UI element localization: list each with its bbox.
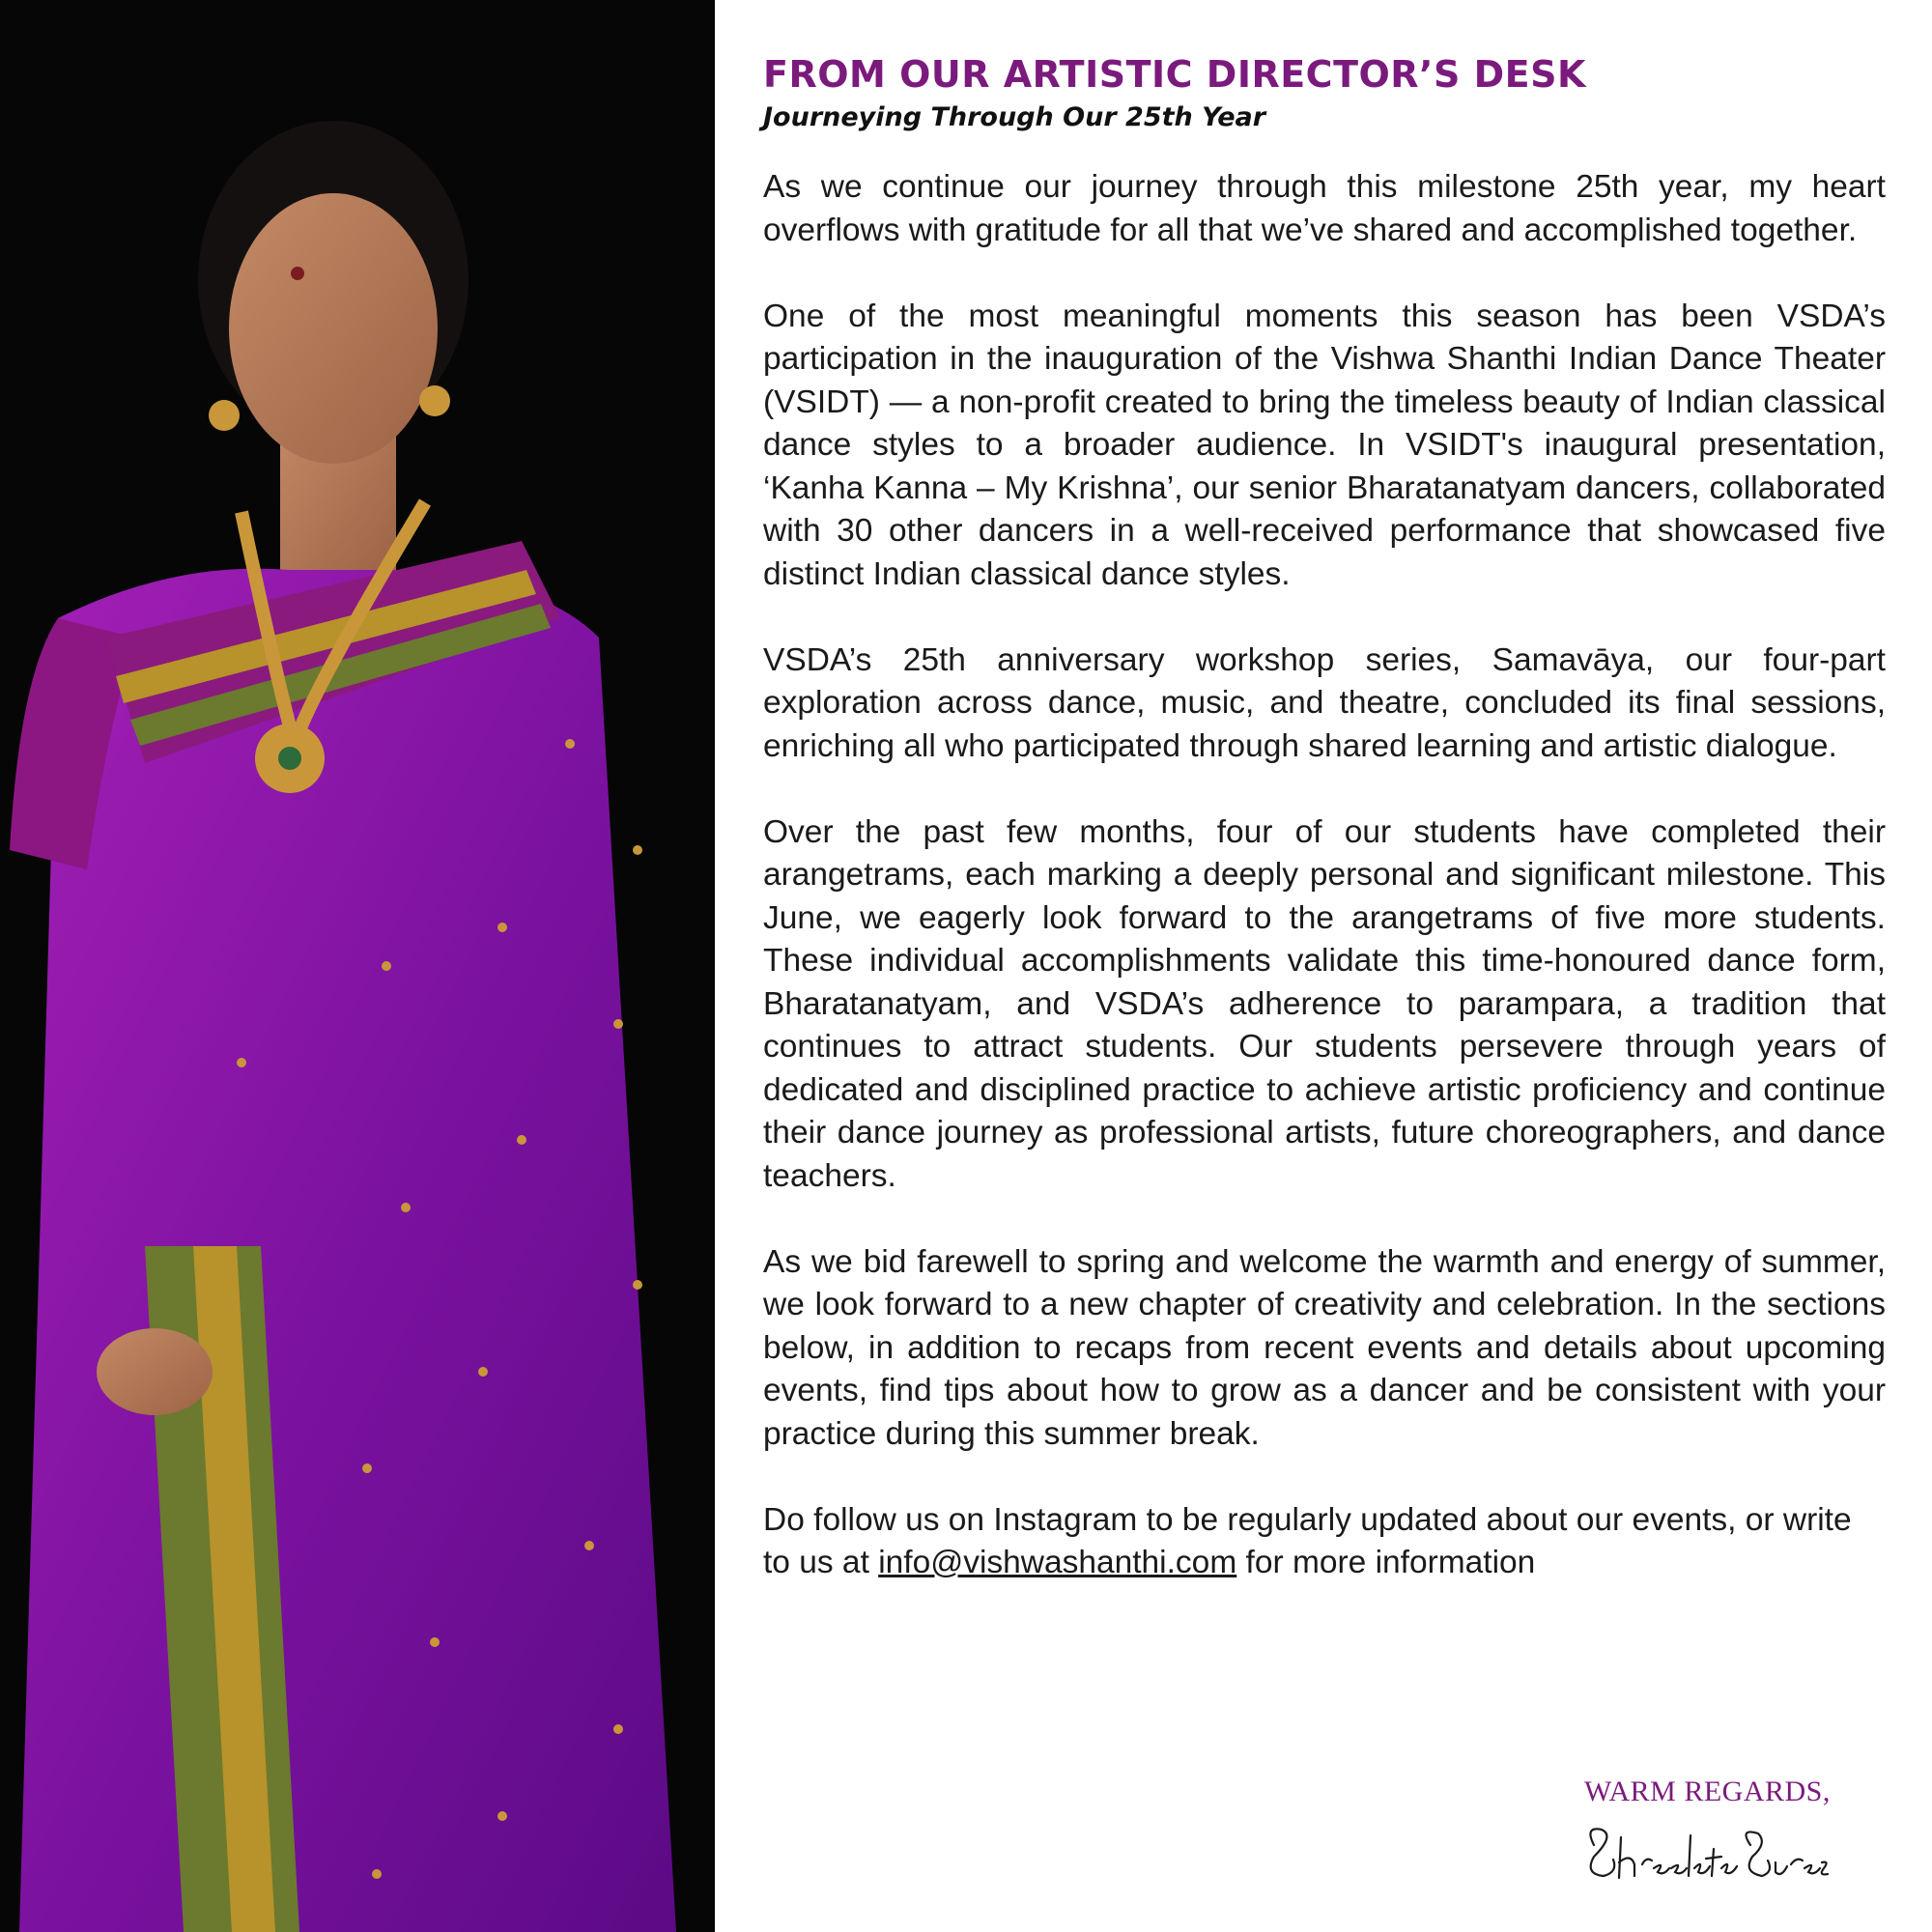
email-link[interactable]: info@vishwashanthi.com <box>878 1545 1237 1580</box>
signoff-text: WARM REGARDS, <box>1584 1776 1831 1807</box>
contact-text-after: for more information <box>1236 1545 1536 1580</box>
paragraph-arangetrams: Over the past few months, four of our students have completed their arangetrams, each marking a deeply personal and significant milestone. This June, we eagerly look forward to the arangetrams of five more students. These individual accomplishments validate this time-honoured dance form, Bharatanatyam, and VSDA’s adherence to parampara, a tradition that continues to attract students. Our students persevere through years of dedicated and disciplined practice to achieve artistic proficiency and continue their dance journey as professional artists, future choreographers, and dance teachers. <box>763 813 1886 1194</box>
letter-content <box>763 50 1886 1628</box>
bindi-dot <box>291 267 304 280</box>
portrait-illustration <box>0 0 715 1932</box>
paragraph-samavaya: VSDA’s 25th anniversary workshop series, Samavāya, our four-part exploration across dance, music, and theatre, concluded its final sessions, enriching all who participated through shared learning and artistic dialogue. <box>763 641 1886 764</box>
signature-image <box>1575 1816 1835 1898</box>
handwritten-signature <box>1575 1816 1835 1893</box>
face-shape <box>229 193 438 464</box>
contact-text-before: Do follow us on Instagram to be regularly updated about our events, or write to us at <box>763 1501 1852 1580</box>
paragraph-vsidt: One of the most meaningful moments this season has been VSDA’s participation in the inauguration of the Vishwa Shanthi Indian Dance Theater (VSIDT) — a non-profit created to bring the timeless beauty of Indian classical dance styles to a broader audience. In VSIDT's inaugural presentation, ‘Kanha Kanna – My Krishna’, our senior Bharatanatyam dancers, collaborated with 30 other dancers in a well-received performance that showcased five distinct Indian classical dance styles. <box>763 298 1886 592</box>
paragraph-summer: As we bid farewell to spring and welcome the warmth and energy of summer, we look forward to a new chapter of creativity and celebration. In the sections below, in addition to recaps from recent events and details about upcoming events, find tips about how to grow as a dancer and be consistent with your practice during this summer break. <box>763 1243 1886 1452</box>
paragraph-contact <box>763 1499 1886 1585</box>
paragraph-intro: As we continue our journey through this milestone 25th year, my heart overflows with gratitude for all that we’ve shared and accomplished together. <box>763 169 1886 248</box>
portrait-photo <box>0 0 715 1932</box>
saree-body <box>19 569 676 1932</box>
page-subtitle: Journeying Through Our 25th Year <box>763 102 1266 132</box>
page-title: FROM OUR ARTISTIC DIRECTOR’S DESK <box>763 53 1586 96</box>
